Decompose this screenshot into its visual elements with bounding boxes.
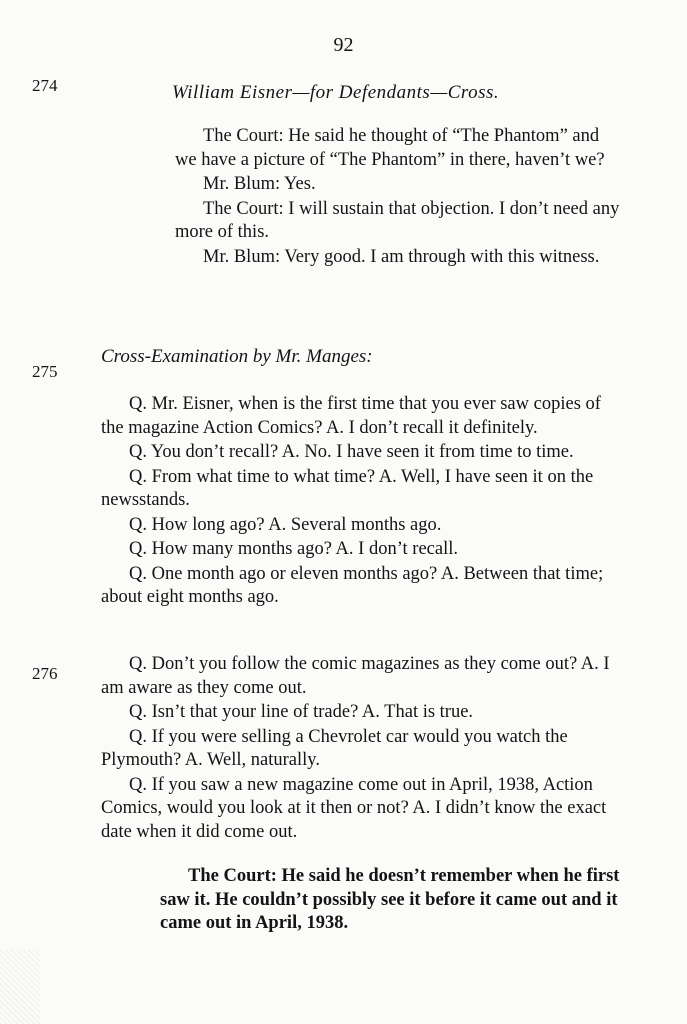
cross-examination-block-continued [101,653,625,844]
margin-number-275: 275 [32,362,58,381]
paragraph: The Court: I will sustain that objection. I don’t need any more of this. [175,198,620,242]
cross-examination-block [101,393,625,610]
page-number: 92 [333,34,354,56]
running-head: William Eisner—for Defendants—Cross. [172,82,500,103]
page-edge-speckle [0,950,40,1024]
qa-paragraph: Q. One month ago or eleven months ago? A. Between that time; about eight months ago. [101,563,604,607]
qa-paragraph: Q. Isn’t that your line of trade? A. That is true. [129,702,474,722]
paragraph: Mr. Blum: Very good. I am through with this witness. [203,246,600,267]
qa-paragraph: Q. Don’t you follow the comic magazines as they come out? A. I am aware as they come out. [101,654,610,698]
qa-paragraph: Q. From what time to what time? A. Well, I have seen it on the newsstands. [101,466,594,510]
court-note-block [160,865,630,936]
qa-paragraph: Q. Mr. Eisner, when is the first time that you ever saw copies of the magazine Action Comics? A. I don’t recall it definitely. [101,394,601,438]
qa-paragraph: Q. If you saw a new magazine come out in April, 1938, Action Comics, would you look at it then or not? A. I didn’t know the exact date when it did come out. [101,774,607,842]
qa-paragraph: Q. How long ago? A. Several months ago. [129,514,442,535]
section-heading: Cross-Examination by Mr. Manges: [101,346,373,367]
paragraph: The Court: He said he thought of “The Phantom” and we have a picture of “The Phantom” in there, haven’t we? [175,126,605,170]
qa-paragraph: Q. If you were selling a Chevrolet car would you watch the Plymouth? A. Well, naturally. [101,726,568,770]
court-note-paragraph: The Court: He said he doesn’t remember when he first saw it. He couldn’t possibly see it before it came out and it came out in April, 1938. [160,866,620,933]
paragraph: Mr. Blum: Yes. [203,174,316,194]
qa-paragraph: Q. How many months ago? A. I don’t recall. [129,539,458,559]
qa-paragraph: Q. You don’t recall? A. No. I have seen it from time to time. [129,442,574,462]
margin-number-274: 274 [32,76,58,95]
margin-number-276: 276 [32,664,58,683]
court-exchange-block [175,125,620,269]
